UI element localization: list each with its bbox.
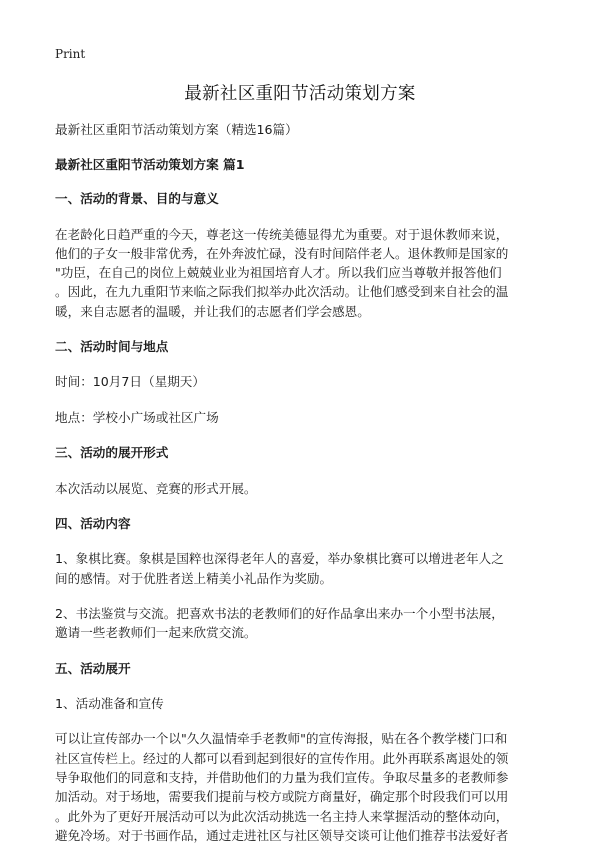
paragraph-line: 地点：学校小广场或社区广场 [55, 409, 219, 425]
section-heading: 五、活动展开 [55, 660, 131, 676]
section-heading: 一、活动的背景、目的与意义 [55, 191, 219, 206]
paragraph-line: 可以让宣传部办一个以"久久温情牵手老教师"的宣传海报，贴在各个教学楼门口和 [55, 731, 508, 747]
paragraph-line: 避免冷场。对于书画作品，通过走进社区与社区领导交谈可让他们推荐书法爱好者 [55, 827, 509, 843]
paragraph-line: 1、活动准备和宣传 [55, 696, 164, 712]
paragraph-line: 本次活动以展览、竞赛的形式开展。 [55, 480, 257, 496]
paragraph-line: 。因此，在九九重阳节来临之际我们拟举办此次活动。让他们感受到来自社会的温 [55, 284, 509, 300]
paragraph-line: 加活动。对于场地，需要我们提前与校方或院方商量好，确定那个时段我们可以用 [55, 789, 509, 805]
paragraph [55, 479, 547, 498]
paragraph-line: 暖，来自志愿者的温暖，并让我们的志愿者们学会感恩。 [55, 303, 370, 319]
paragraph-line: 导争取他们的同意和支持，并借助他们的力量为我们宣传。争取尽量多的老教师参 [55, 769, 509, 785]
section-heading: 四、活动内容 [55, 515, 131, 531]
paragraph-line: 间的感情。对于优胜者送上精美小礼品作为奖励。 [55, 570, 333, 586]
paragraph [55, 408, 547, 427]
paragraph-line: 他们的子女一般非常优秀，在外奔波忙碌，没有时间陪伴老人。退休教师是国家的 [55, 245, 509, 261]
document-title: 最新社区重阳节活动策划方案 [184, 84, 416, 104]
paragraph [55, 604, 547, 643]
section-heading: 三、活动的展开形式 [55, 445, 169, 461]
paragraph-line: "功臣，在自己的岗位上兢兢业业为祖国培育人才。所以我们应当尊敬并报答他们 [55, 265, 502, 281]
article-heading: 最新社区重阳节活动策划方案 篇1 [55, 156, 245, 172]
paragraph [55, 549, 547, 588]
print-label: Print [55, 47, 86, 61]
paragraph [55, 694, 547, 713]
paragraph [55, 225, 547, 321]
paragraph-line: 在老龄化日趋严重的今天，尊老这一传统美德显得尤为重要。对于退休教师来说， [55, 226, 509, 242]
paragraph [55, 372, 547, 391]
paragraph-line: 1、象棋比赛。象棋是国粹也深得老年人的喜爱，举办象棋比赛可以增进老年人之 [55, 551, 504, 567]
paragraph-line: 2、书法鉴赏与交流。把喜欢书法的老教师们的好作品拿出来办一个小型书法展， [55, 605, 504, 621]
document-body [55, 120, 547, 861]
paragraph [55, 729, 547, 845]
paragraph-line: 。此外为了更好开展活动可以为此次活动挑选一名主持人来掌握活动的整体动向， [55, 808, 509, 824]
section-heading: 二、活动时间与地点 [55, 338, 169, 354]
paragraph-line: 社区宣传栏上。经过的人都可以看到起到很好的宣传作用。此外再联系离退处的领 [55, 750, 509, 766]
paragraph-line: 时间：10月7日（星期天） [55, 374, 205, 390]
document-subtitle: 最新社区重阳节活动策划方案（精选16篇） [55, 122, 298, 137]
paragraph-line: 邀请一些老教师们一起来欣赏交流。 [55, 625, 257, 641]
